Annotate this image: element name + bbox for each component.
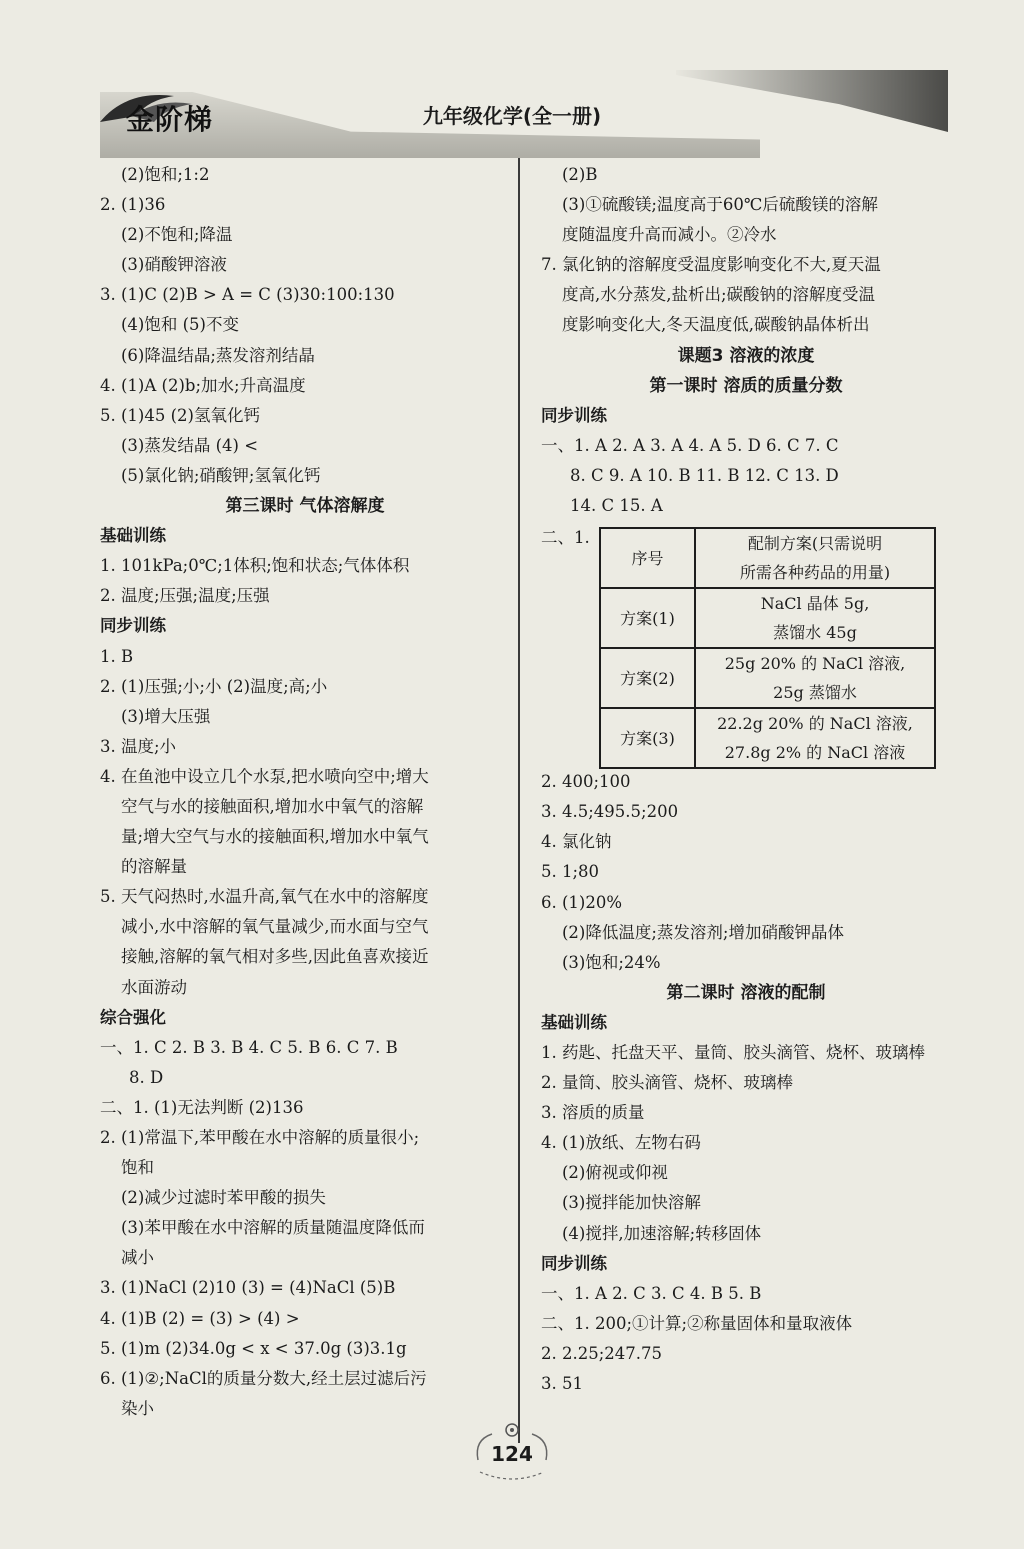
answer-line: 3. 温度;小 <box>100 736 177 756</box>
answer-line: 度随温度升高而减小。②冷水 <box>562 225 777 245</box>
answer-line: (3)蒸发结晶 (4) < <box>121 435 259 455</box>
answer-line: (6)降温结晶;蒸发溶剂结晶 <box>121 345 315 365</box>
plan-table-block <box>541 521 951 767</box>
answer-line: 二、1. (1)无法判断 (2)136 <box>100 1097 304 1117</box>
answer-line: (2)B <box>562 165 598 184</box>
answer-line: 2. (1)36 <box>100 195 166 215</box>
subsection-heading: 同步训练 <box>541 405 607 425</box>
right-column <box>541 160 951 1399</box>
answer-line: 染小 <box>121 1398 154 1418</box>
answer-line: 1. 药匙、托盘天平、量筒、胶头滴管、烧杯、玻璃棒 <box>541 1042 925 1062</box>
answer-line: 2. 量筒、胶头滴管、烧杯、玻璃棒 <box>541 1073 793 1093</box>
answer-line: 水面游动 <box>121 977 187 997</box>
book-title: 九年级化学(全一册) <box>422 104 602 128</box>
answer-line: 4. (1)B (2) = (3) > (4) > <box>100 1308 300 1328</box>
answer-line: 6. (1)②;NaCl的质量分数大,经土层过滤后污 <box>100 1368 427 1388</box>
answer-line: 5. 天气闷热时,水温升高,氧气在水中的溶解度 <box>100 887 429 907</box>
page-number: 124 <box>491 1442 533 1466</box>
answer-line: (3)①硫酸镁;温度高于60℃后硫酸镁的溶解 <box>562 195 878 215</box>
answer-line: 4. 在鱼池中设立几个水泵,把水喷向空中;增大 <box>100 766 429 786</box>
answer-line: (4)搅拌,加速溶解;转移固体 <box>562 1223 762 1243</box>
answer-line: 减小,水中溶解的氧气量减少,而水面与空气 <box>121 917 429 937</box>
table-prefix: 二、1. <box>541 528 590 548</box>
subsection-heading: 基础训练 <box>100 526 166 546</box>
answer-line: (3)苯甲酸在水中溶解的质量随温度降低而 <box>121 1218 425 1238</box>
section-title: 第三课时 气体溶解度 <box>225 496 385 517</box>
subsection-heading: 同步训练 <box>100 616 166 636</box>
answer-line: 量;增大空气与水的接触面积,增加水中氧气 <box>121 827 429 847</box>
table-row <box>600 648 935 708</box>
answer-line: 2. 400;100 <box>541 772 631 792</box>
answer-line: 8. C 9. A 10. B 11. B 12. C 13. D <box>570 465 839 485</box>
right-top-answers <box>541 160 951 521</box>
answer-line: 二、1. 200;①计算;②称量固体和量取液体 <box>541 1313 853 1333</box>
answer-line: (2)减少过滤时苯甲酸的损失 <box>121 1188 326 1208</box>
table-header-cell: 配制方案(只需说明 所需各种药品的用量) <box>695 528 935 588</box>
table-cell: NaCl 晶体 5g, 蒸馏水 45g <box>695 588 935 648</box>
answer-line: (5)氯化钠;硝酸钾;氢氧化钙 <box>121 465 321 485</box>
answer-line: 4. (1)A (2)b;加水;升高温度 <box>100 375 306 395</box>
column-divider <box>518 158 520 1443</box>
answer-line: (3)硝酸钾溶液 <box>121 255 227 275</box>
answer-line: 6. (1)20% <box>541 892 623 912</box>
answer-line: (4)饱和 (5)不变 <box>121 315 239 335</box>
answer-line: 度高,水分蒸发,盐析出;碳酸钠的溶解度受温 <box>562 285 876 305</box>
section-title: 课题3 溶液的浓度 <box>677 345 815 366</box>
answer-line: 饱和 <box>121 1158 154 1178</box>
answer-line: 2. (1)常温下,苯甲酸在水中溶解的质量很小; <box>100 1128 420 1147</box>
logo-text: 金阶梯 <box>126 103 214 136</box>
answer-line: 3. (1)NaCl (2)10 (3) = (4)NaCl (5)B <box>100 1278 396 1298</box>
table-header-row <box>600 528 935 588</box>
answer-line: 3. 4.5;495.5;200 <box>541 802 679 822</box>
answer-line: 4. 氯化钠 <box>541 832 612 852</box>
left-column <box>100 160 510 1424</box>
answer-line: 空气与水的接触面积,增加水中氧气的溶解 <box>121 796 424 816</box>
table-cell: 方案(1) <box>600 588 695 648</box>
answer-line: 2. (1)压强;小;小 (2)温度;高;小 <box>100 676 328 696</box>
section-title: 第二课时 溶液的配制 <box>666 982 826 1003</box>
answer-line: 减小 <box>121 1248 154 1268</box>
table-row <box>600 708 935 768</box>
answer-line: 3. 51 <box>541 1374 583 1393</box>
answer-line: 1. 101kPa;0℃;1体积;饱和状态;气体体积 <box>100 556 410 576</box>
answer-line: 7. 氯化钠的溶解度受温度影响变化不大,夏天温 <box>541 255 881 275</box>
answer-line: (3)搅拌能加快溶解 <box>562 1193 701 1213</box>
answer-line: 度影响变化大,冬天温度低,碳酸钠晶体析出 <box>562 315 870 335</box>
subsection-heading: 综合强化 <box>100 1007 166 1027</box>
answer-line: 2. 温度;压强;温度;压强 <box>100 586 270 606</box>
answer-line: (2)不饱和;降温 <box>121 225 233 245</box>
subsection-heading: 同步训练 <box>541 1253 607 1273</box>
answer-line: (2)俯视或仰视 <box>562 1163 668 1183</box>
answer-line: 14. C 15. A <box>570 496 663 516</box>
answer-line: 一、1. A 2. A 3. A 4. A 5. D 6. C 7. C <box>541 435 839 455</box>
table-header-cell: 序号 <box>600 528 695 588</box>
answer-line: (2)降低温度;蒸发溶剂;增加硝酸钾晶体 <box>562 922 844 942</box>
answer-line: 5. 1;80 <box>541 862 600 882</box>
answer-line: 1. B <box>100 646 134 666</box>
table-cell: 方案(3) <box>600 708 695 768</box>
answer-line: 3. (1)C (2)B > A = C (3)30:100:130 <box>100 285 395 305</box>
answer-line: 一、1. A 2. C 3. C 4. B 5. B <box>541 1283 762 1303</box>
plan-table <box>599 527 936 769</box>
subsection-heading: 基础训练 <box>541 1012 607 1032</box>
answer-line: (2)饱和;1:2 <box>121 165 210 184</box>
answer-line: 4. (1)放纸、左物右码 <box>541 1133 701 1153</box>
answer-line: 一、1. C 2. B 3. B 4. C 5. B 6. C 7. B <box>100 1037 398 1057</box>
right-bottom-answers <box>541 767 951 1399</box>
answer-line: 3. 溶质的质量 <box>541 1103 645 1123</box>
answer-line: 5. (1)45 (2)氢氧化钙 <box>100 405 260 425</box>
section-title: 第一课时 溶质的质量分数 <box>649 375 843 396</box>
table-cell: 方案(2) <box>600 648 695 708</box>
answer-line: 接触,溶解的氧气相对多些,因此鱼喜欢接近 <box>121 947 429 967</box>
answer-line: (3)增大压强 <box>121 706 211 726</box>
table-cell: 25g 20% 的 NaCl 溶液, 25g 蒸馏水 <box>695 648 935 708</box>
answer-line: 2. 2.25;247.75 <box>541 1343 663 1363</box>
answer-line: 的溶解量 <box>121 857 187 877</box>
table-row <box>600 588 935 648</box>
answer-line: 5. (1)m (2)34.0g < x < 37.0g (3)3.1g <box>100 1338 407 1358</box>
answer-line: 8. D <box>129 1067 164 1087</box>
answer-line: (3)饱和;24% <box>562 952 661 972</box>
table-cell: 22.2g 20% 的 NaCl 溶液, 27.8g 2% 的 NaCl 溶液 <box>695 708 935 768</box>
